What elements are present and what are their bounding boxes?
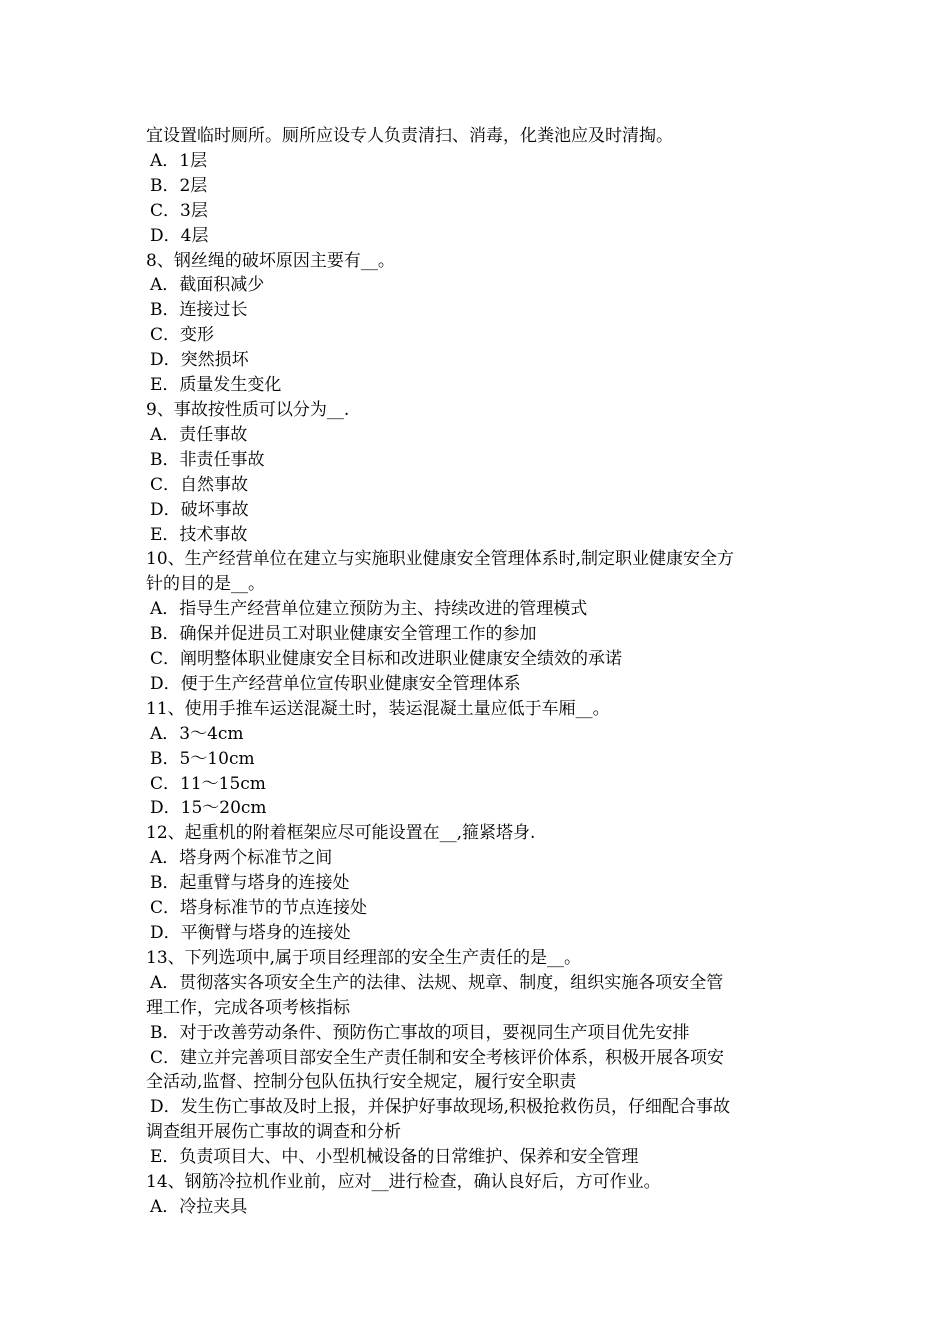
answer-option: D．破坏事故: [150, 499, 249, 520]
answer-option: A．1层: [150, 150, 208, 171]
answer-option: C．11～15cm: [150, 773, 266, 794]
text-line: 全活动,监督、控制分包队伍执行安全规定，履行安全职责: [146, 1072, 577, 1093]
answer-option: B．确保并促进员工对职业健康安全管理工作的参加: [150, 624, 537, 645]
document-page: [146, 124, 816, 1220]
answer-option: C．塔身标准节的节点连接处: [150, 898, 368, 919]
question-text: 针的目的是__。: [146, 574, 265, 595]
answer-option: B．起重臂与塔身的连接处: [150, 873, 350, 894]
text-line: 宜设置临时厕所。厕所应设专人负责清扫、消毒，化粪池应及时清掏。: [146, 126, 673, 146]
answer-option: D．便于生产经营单位宣传职业健康安全管理体系: [150, 673, 521, 694]
answer-option: B．2层: [150, 175, 208, 196]
answer-option: C．建立并完善项目部安全生产责任制和安全考核评价体系，积极开展各项安: [150, 1047, 725, 1068]
answer-option: A．3～4cm: [150, 723, 244, 744]
answer-option: B．非责任事故: [150, 449, 265, 470]
question-text: 14、钢筋冷拉机作业前，应对__进行检查，确认良好后，方可作业。: [146, 1172, 661, 1193]
question-text: 8、钢丝绳的破坏原因主要有__。: [146, 250, 395, 271]
answer-option: D．平衡臂与塔身的连接处: [150, 923, 351, 943]
text-line: 理工作，完成各项考核指标: [146, 997, 350, 1018]
answer-option: A．截面积减少: [150, 275, 265, 296]
answer-option: D．4层: [150, 225, 209, 246]
answer-option: A．塔身两个标准节之间: [150, 848, 333, 869]
question-text: 12、起重机的附着框架应尽可能设置在__,箍紧塔身.: [146, 823, 536, 844]
answer-option: E．技术事故: [150, 524, 248, 545]
answer-option: D．突然损坏: [150, 350, 249, 371]
answer-option: A．贯彻落实各项安全生产的法律、法规、规章、制度，组织实施各项安全管: [150, 972, 724, 993]
answer-option: C．3层: [150, 200, 208, 221]
text-line: 调查组开展伤亡事故的调查和分析: [146, 1122, 401, 1143]
answer-option: E．质量发生变化: [150, 375, 282, 396]
answer-option: D．15～20cm: [150, 798, 267, 819]
answer-option: A．责任事故: [150, 424, 248, 445]
question-text: 10、生产经营单位在建立与实施职业健康安全管理体系时,制定职业健康安全方: [146, 549, 735, 570]
answer-option: C．阐明整体职业健康安全目标和改进职业健康安全绩效的承诺: [150, 649, 623, 670]
question-text: 9、事故按性质可以分为__.: [146, 399, 350, 420]
answer-option: A．指导生产经营单位建立预防为主、持续改进的管理模式: [150, 599, 588, 620]
answer-option: B．对于改善劳动条件、预防伤亡事故的项目，要视同生产项目优先安排: [150, 1022, 690, 1043]
question-text: 13、下列选项中,属于项目经理部的安全生产责任的是__。: [146, 947, 582, 968]
answer-option: B．5～10cm: [150, 748, 255, 769]
answer-option: B．连接过长: [150, 300, 248, 321]
question-text: 11、使用手推车运送混凝土时，装运混凝土量应低于车厢__。: [146, 698, 610, 719]
answer-option: D．发生伤亡事故及时上报，并保护好事故现场,积极抢救伤员，仔细配合事故: [150, 1097, 731, 1118]
answer-option: C．变形: [150, 325, 215, 346]
answer-option: A．冷拉夹具: [150, 1196, 248, 1217]
answer-option: C．自然事故: [150, 474, 249, 495]
answer-option: E．负责项目大、中、小型机械设备的日常维护、保养和安全管理: [150, 1147, 639, 1168]
